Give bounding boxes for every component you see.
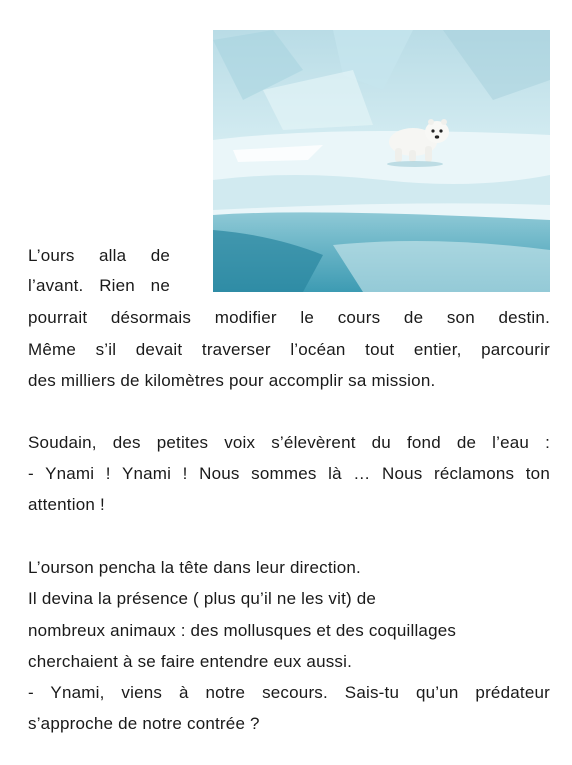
text-line: L’ourson pencha la tête dans leur direction.	[28, 558, 361, 577]
text-line: Soudain, des petites voix s’élevèrent du fond de l’eau :	[28, 433, 550, 452]
text-line: s’approche de notre contrée ?	[28, 714, 260, 733]
polar-bear-illustration	[213, 30, 550, 292]
text-line: - Ynami ! Ynami ! Nous sommes là … Nous réclamons ton	[28, 464, 550, 483]
text-line: des milliers de kilomètres pour accomplir sa mission.	[28, 371, 436, 390]
text-line: pourrait désormais modifier le cours de son destin.	[28, 308, 550, 327]
text-line: L’ours alla de	[28, 246, 170, 265]
text-line: - Ynami, viens à notre secours. Sais-tu qu’un prédateur	[28, 683, 550, 702]
text-line: nombreux animaux : des mollusques et des coquillages	[28, 621, 457, 640]
text-line: cherchaient à se faire entendre eux aussi.	[28, 652, 353, 671]
text-line: l’avant. Rien ne	[28, 276, 170, 295]
text-line: Même s’il devait traverser l’océan tout entier, parcourir	[28, 340, 550, 359]
text-line: attention !	[28, 495, 105, 514]
text-line: Il devina la présence ( plus qu’il ne les vit) de	[28, 589, 377, 608]
